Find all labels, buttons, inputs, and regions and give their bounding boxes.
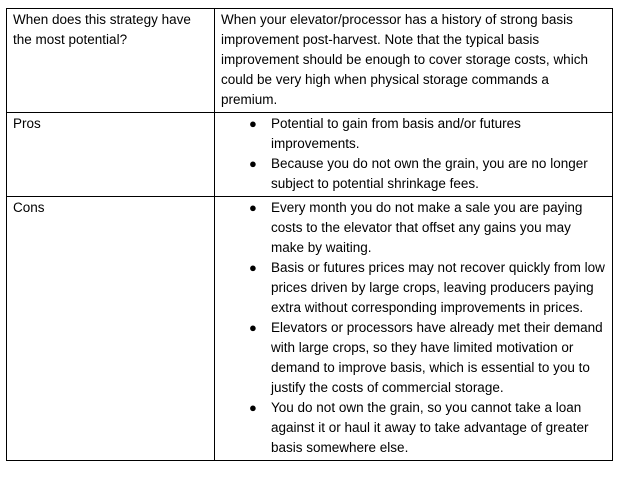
row-content-cons: [215, 197, 613, 461]
bullet-icon: ●: [249, 156, 257, 171]
list-item: [249, 154, 606, 194]
list-item-text: Basis or futures prices may not recover quickly from low prices driven by large crops, leaving producers paying extra without corresponding improvements in prices.: [271, 260, 605, 315]
bullet-icon: ●: [249, 200, 257, 215]
bullet-icon: ●: [249, 260, 257, 275]
strategy-table: [6, 8, 613, 461]
list-item-text: Elevators or processors have already met their demand with large crops, so they have limited motivation or demand to improve basis, which is essential to you to justify the costs of commercial storage.: [271, 320, 603, 395]
list-item: [249, 398, 606, 458]
row-label-text: Pros: [13, 116, 41, 131]
table-row-pros: [7, 113, 613, 197]
bullet-icon: ●: [249, 320, 257, 335]
potential-description: When your elevator/processor has a history of strong basis improvement post-harvest. Note that the typical basis improvement should be enough to cover storage costs, which could be very high when physical storage commands a premium.: [221, 12, 588, 107]
row-label-cons: [7, 197, 215, 461]
list-item: [249, 258, 606, 318]
row-label-pros: [7, 113, 215, 197]
list-item-text: Because you do not own the grain, you are no longer subject to potential shrinkage fees.: [271, 156, 588, 191]
table-row-potential: [7, 9, 613, 113]
strategy-table-container: [6, 8, 612, 461]
cons-list: [221, 198, 606, 458]
list-item-text: Every month you do not make a sale you are paying costs to the elevator that offset any gains you may make by waiting.: [271, 200, 583, 255]
list-item-text: Potential to gain from basis and/or futures improvements.: [271, 116, 521, 151]
row-label-text: Cons: [13, 200, 45, 215]
list-item: [249, 114, 606, 154]
list-item: [249, 198, 606, 258]
list-item-text: You do not own the grain, so you cannot take a loan against it or haul it away to take advantage of greater basis somewhere else.: [271, 400, 589, 455]
bullet-icon: ●: [249, 400, 257, 415]
list-item: [249, 318, 606, 398]
row-label-text: When does this strategy have the most potential?: [13, 12, 191, 47]
row-content-pros: [215, 113, 613, 197]
bullet-icon: ●: [249, 116, 257, 131]
row-content-potential: [215, 9, 613, 113]
table-row-cons: [7, 197, 613, 461]
row-label-potential: [7, 9, 215, 113]
pros-list: [221, 114, 606, 194]
